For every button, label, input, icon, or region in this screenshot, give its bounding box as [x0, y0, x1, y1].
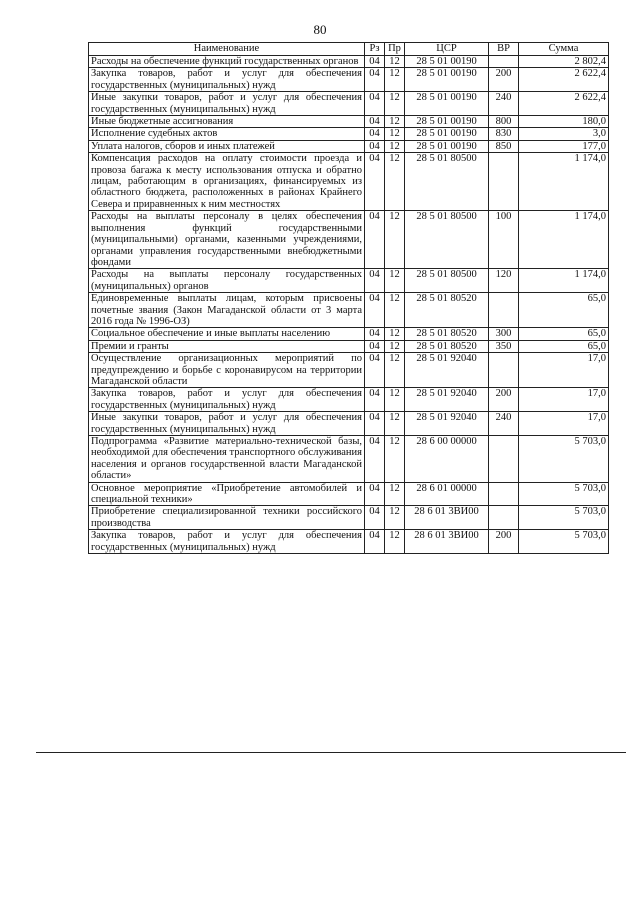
- cell-sum: 1 174,0: [519, 269, 609, 293]
- cell-vr: 120: [489, 269, 519, 293]
- cell-csr: 28 6 01 3ВИ00: [405, 530, 489, 554]
- cell-name: Закупка товаров, работ и услуг для обеспечения государственных (муниципальных) нужд: [89, 388, 365, 412]
- cell-csr: 28 5 01 92040: [405, 353, 489, 388]
- table-row: [89, 116, 609, 128]
- cell-rz: 04: [365, 340, 385, 352]
- cell-sum: 5 703,0: [519, 530, 609, 554]
- cell-csr: 28 5 01 00190: [405, 56, 489, 68]
- cell-rz: 04: [365, 128, 385, 140]
- table-row: [89, 506, 609, 530]
- cell-csr: 28 5 01 00190: [405, 140, 489, 152]
- cell-vr: [489, 293, 519, 328]
- cell-name: Основное мероприятие «Приобретение автомобилей и специальной техники»: [89, 482, 365, 506]
- table-row: [89, 436, 609, 483]
- cell-pr: 12: [385, 328, 405, 340]
- cell-pr: 12: [385, 353, 405, 388]
- cell-sum: 17,0: [519, 353, 609, 388]
- cell-name: Осуществление организационных мероприятий по предупреждению и борьбе с коронавирусом на территории Магаданской области: [89, 353, 365, 388]
- cell-sum: 17,0: [519, 388, 609, 412]
- cell-pr: 12: [385, 128, 405, 140]
- header-pr: Пр: [385, 43, 405, 56]
- cell-sum: 17,0: [519, 412, 609, 436]
- page-number: 80: [313, 22, 327, 37]
- cell-csr: 28 5 01 80500: [405, 269, 489, 293]
- cell-csr: 28 5 01 00190: [405, 116, 489, 128]
- cell-pr: 12: [385, 340, 405, 352]
- cell-pr: 12: [385, 68, 405, 92]
- budget-table: [88, 42, 609, 554]
- cell-pr: 12: [385, 482, 405, 506]
- cell-csr: 28 5 01 80520: [405, 328, 489, 340]
- cell-pr: 12: [385, 92, 405, 116]
- cell-sum: 2 622,4: [519, 68, 609, 92]
- cell-rz: 04: [365, 211, 385, 269]
- cell-vr: [489, 153, 519, 211]
- cell-vr: 200: [489, 388, 519, 412]
- table-header-row: [89, 43, 609, 56]
- cell-vr: [489, 482, 519, 506]
- table-body: [89, 56, 609, 554]
- table-row: [89, 269, 609, 293]
- cell-vr: 200: [489, 68, 519, 92]
- cell-sum: 65,0: [519, 293, 609, 328]
- cell-vr: 800: [489, 116, 519, 128]
- cell-csr: 28 5 01 00190: [405, 92, 489, 116]
- cell-rz: 04: [365, 506, 385, 530]
- cell-name: Иные закупки товаров, работ и услуг для обеспечения государственных (муниципальных) нужд: [89, 92, 365, 116]
- cell-name: Расходы на выплаты персоналу в целях обеспечения выполнения функций государственными (муниципальными) органами, казенными учреждениями, органами управления государственными внебюджетными фондами: [89, 211, 365, 269]
- cell-sum: 65,0: [519, 340, 609, 352]
- cell-sum: 1 174,0: [519, 153, 609, 211]
- cell-rz: 04: [365, 328, 385, 340]
- table-row: [89, 140, 609, 152]
- table-row: [89, 211, 609, 269]
- cell-pr: 12: [385, 153, 405, 211]
- cell-name: Иные закупки товаров, работ и услуг для обеспечения государственных (муниципальных) нужд: [89, 412, 365, 436]
- cell-rz: 04: [365, 412, 385, 436]
- cell-vr: 350: [489, 340, 519, 352]
- cell-rz: 04: [365, 68, 385, 92]
- cell-rz: 04: [365, 530, 385, 554]
- cell-csr: 28 6 00 00000: [405, 436, 489, 483]
- table-row: [89, 68, 609, 92]
- cell-vr: [489, 436, 519, 483]
- cell-pr: 12: [385, 116, 405, 128]
- cell-vr: [489, 506, 519, 530]
- footer-divider: [36, 752, 626, 753]
- table-row: [89, 128, 609, 140]
- cell-csr: 28 5 01 80500: [405, 153, 489, 211]
- cell-rz: 04: [365, 153, 385, 211]
- header-name: Наименование: [89, 43, 365, 56]
- cell-sum: 177,0: [519, 140, 609, 152]
- cell-vr: 100: [489, 211, 519, 269]
- cell-pr: 12: [385, 436, 405, 483]
- cell-name: Приобретение специализированной техники российского производства: [89, 506, 365, 530]
- table-row: [89, 412, 609, 436]
- cell-csr: 28 6 01 3ВИ00: [405, 506, 489, 530]
- cell-sum: 5 703,0: [519, 482, 609, 506]
- cell-rz: 04: [365, 269, 385, 293]
- cell-pr: 12: [385, 211, 405, 269]
- cell-rz: 04: [365, 482, 385, 506]
- cell-csr: 28 5 01 00190: [405, 68, 489, 92]
- table-row: [89, 153, 609, 211]
- cell-vr: 240: [489, 92, 519, 116]
- cell-sum: 180,0: [519, 116, 609, 128]
- cell-pr: 12: [385, 388, 405, 412]
- cell-rz: 04: [365, 436, 385, 483]
- cell-name: Подпрограмма «Развитие материально-технической базы, необходимой для обеспечения транспортного обслуживания населения и органов государственной власти Магаданской области»: [89, 436, 365, 483]
- cell-pr: 12: [385, 269, 405, 293]
- table-row: [89, 388, 609, 412]
- cell-csr: 28 5 01 80500: [405, 211, 489, 269]
- header-csr: ЦСР: [405, 43, 489, 56]
- cell-vr: 300: [489, 328, 519, 340]
- cell-name: Компенсация расходов на оплату стоимости проезда и провоза багажа к месту использования отпуска и обратно лицам, работающим в организациях, финансируемых из областного бюджета, расположенных в районах Крайнего Севера и приравненных к ним местностях: [89, 153, 365, 211]
- cell-rz: 04: [365, 140, 385, 152]
- table-row: [89, 482, 609, 506]
- cell-sum: 2 802,4: [519, 56, 609, 68]
- cell-rz: 04: [365, 56, 385, 68]
- header-rz: Рз: [365, 43, 385, 56]
- cell-pr: 12: [385, 56, 405, 68]
- cell-rz: 04: [365, 116, 385, 128]
- cell-csr: 28 6 01 00000: [405, 482, 489, 506]
- cell-vr: [489, 56, 519, 68]
- table-row: [89, 92, 609, 116]
- table-row: [89, 340, 609, 352]
- cell-pr: 12: [385, 530, 405, 554]
- cell-csr: 28 5 01 80520: [405, 340, 489, 352]
- cell-pr: 12: [385, 412, 405, 436]
- cell-name: Социальное обеспечение и иные выплаты населению: [89, 328, 365, 340]
- cell-sum: 2 622,4: [519, 92, 609, 116]
- cell-pr: 12: [385, 140, 405, 152]
- cell-sum: 3,0: [519, 128, 609, 140]
- cell-rz: 04: [365, 353, 385, 388]
- cell-pr: 12: [385, 293, 405, 328]
- header-sum: Сумма: [519, 43, 609, 56]
- cell-name: Расходы на обеспечение функций государственных органов: [89, 56, 365, 68]
- cell-sum: 5 703,0: [519, 436, 609, 483]
- cell-vr: [489, 353, 519, 388]
- cell-name: Уплата налогов, сборов и иных платежей: [89, 140, 365, 152]
- cell-sum: 65,0: [519, 328, 609, 340]
- table-row: [89, 328, 609, 340]
- cell-name: Иные бюджетные ассигнования: [89, 116, 365, 128]
- cell-vr: 240: [489, 412, 519, 436]
- table-row: [89, 56, 609, 68]
- cell-sum: 5 703,0: [519, 506, 609, 530]
- cell-vr: 200: [489, 530, 519, 554]
- cell-name: Исполнение судебных актов: [89, 128, 365, 140]
- table-row: [89, 530, 609, 554]
- cell-name: Закупка товаров, работ и услуг для обеспечения государственных (муниципальных) нужд: [89, 68, 365, 92]
- cell-rz: 04: [365, 92, 385, 116]
- cell-csr: 28 5 01 92040: [405, 388, 489, 412]
- cell-vr: 830: [489, 128, 519, 140]
- cell-rz: 04: [365, 388, 385, 412]
- cell-vr: 850: [489, 140, 519, 152]
- table-row: [89, 293, 609, 328]
- cell-name: Премии и гранты: [89, 340, 365, 352]
- header-vr: ВР: [489, 43, 519, 56]
- table-row: [89, 353, 609, 388]
- cell-name: Закупка товаров, работ и услуг для обеспечения государственных (муниципальных) нужд: [89, 530, 365, 554]
- cell-pr: 12: [385, 506, 405, 530]
- cell-csr: 28 5 01 92040: [405, 412, 489, 436]
- cell-sum: 1 174,0: [519, 211, 609, 269]
- cell-csr: 28 5 01 00190: [405, 128, 489, 140]
- cell-rz: 04: [365, 293, 385, 328]
- cell-name: Единовременные выплаты лицам, которым присвоены почетные звания (Закон Магаданской области от 3 марта 2016 года № 1996-ОЗ): [89, 293, 365, 328]
- cell-name: Расходы на выплаты персоналу государственных (муниципальных) органов: [89, 269, 365, 293]
- cell-csr: 28 5 01 80520: [405, 293, 489, 328]
